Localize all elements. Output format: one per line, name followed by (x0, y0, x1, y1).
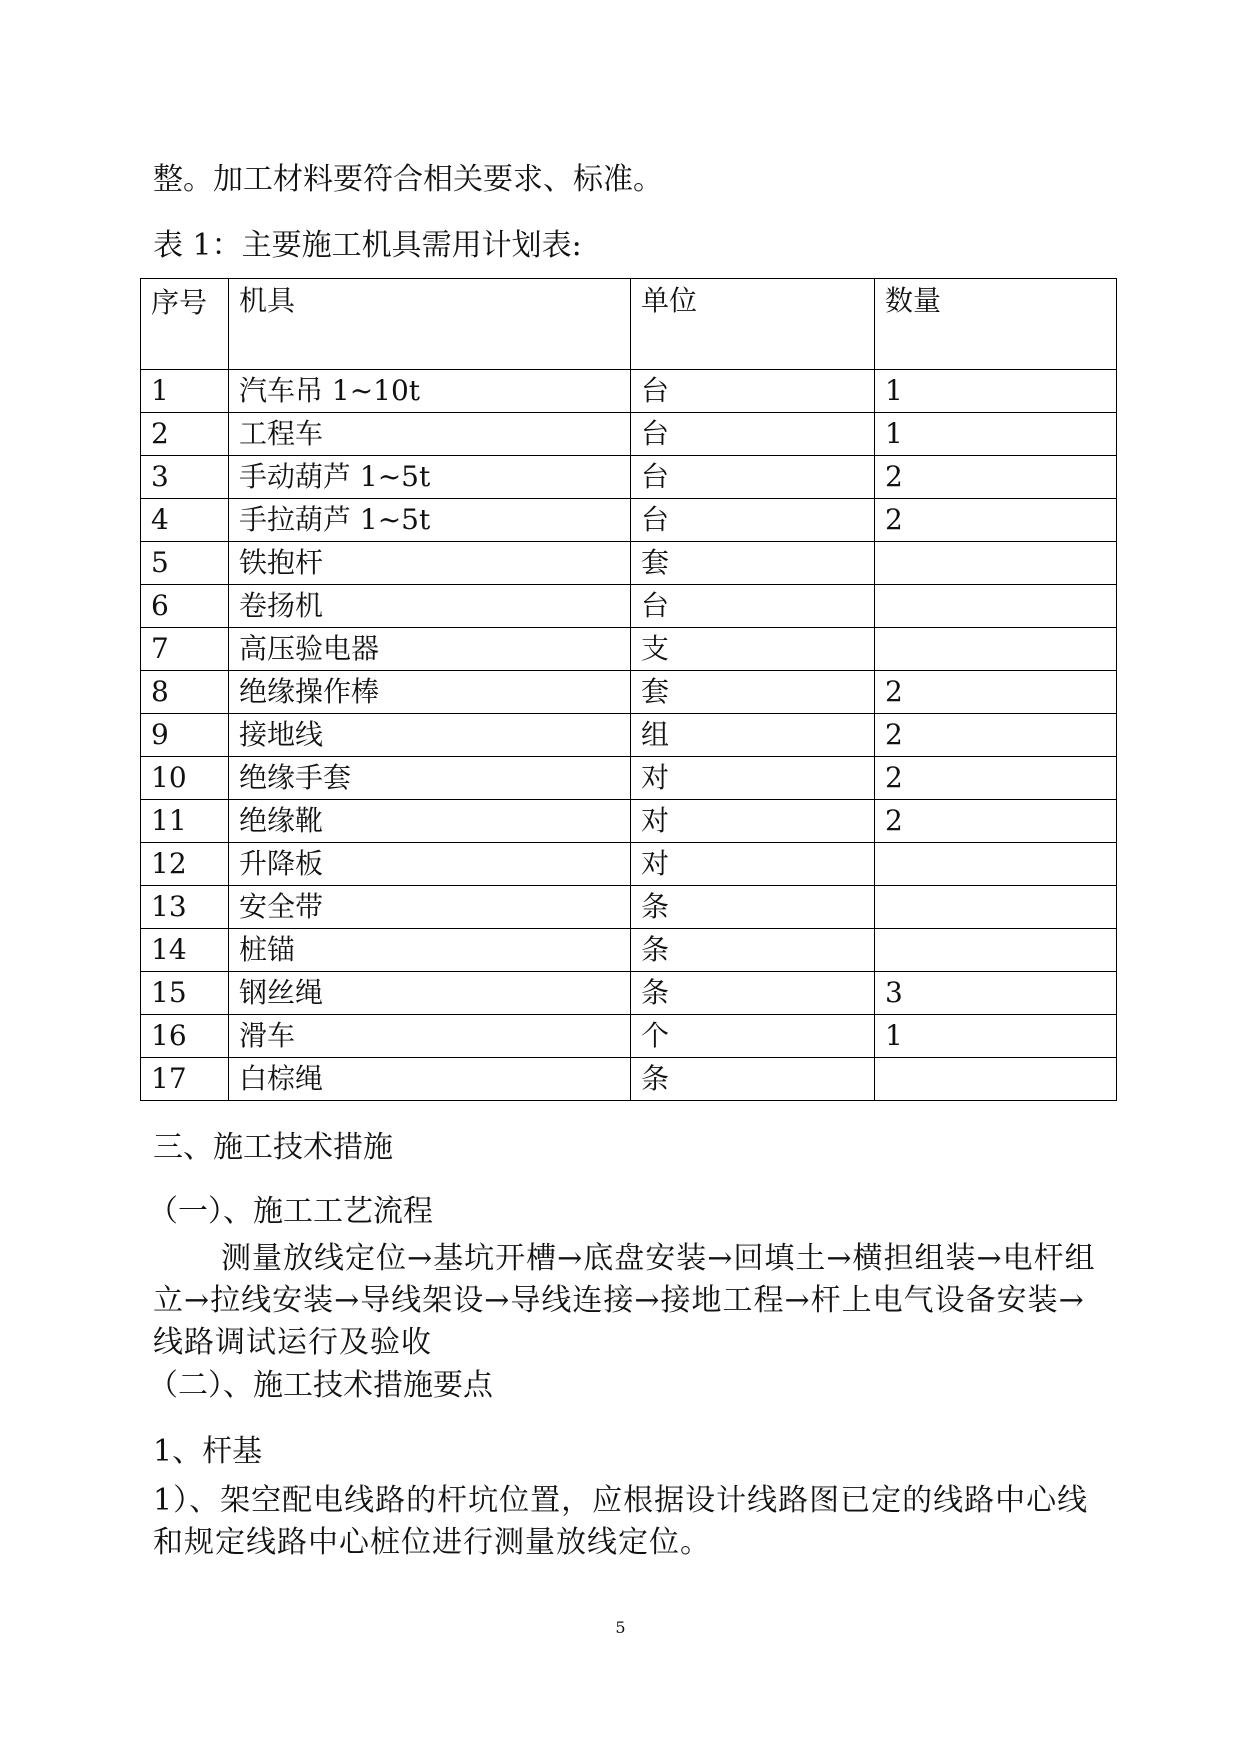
item-1-heading: 1、杆基 (153, 1434, 263, 1469)
table-row (141, 972, 1117, 1015)
cell-serial: 4 (141, 499, 229, 542)
cell-tool: 工程车 (229, 413, 631, 456)
cell-quantity (875, 628, 1117, 671)
cell-tool: 铁抱杆 (229, 542, 631, 585)
cell-quantity: 2 (875, 757, 1117, 800)
table-row (141, 499, 1117, 542)
cell-serial: 15 (141, 972, 229, 1015)
cell-quantity (875, 1058, 1117, 1101)
cell-quantity: 2 (875, 499, 1117, 542)
cell-serial: 13 (141, 886, 229, 929)
cell-quantity (875, 843, 1117, 886)
cell-serial: 6 (141, 585, 229, 628)
cell-tool: 绝缘手套 (229, 757, 631, 800)
cell-quantity (875, 929, 1117, 972)
cell-tool: 滑车 (229, 1015, 631, 1058)
cell-tool: 绝缘靴 (229, 800, 631, 843)
cell-serial: 10 (141, 757, 229, 800)
table-caption: 表 1：主要施工机具需用计划表: (153, 228, 582, 263)
item-1-1-text: 1）、架空配电线路的杆坑位置，应根据设计线路图已定的线路中心线和规定线路中心桩位进行测量放线定位。 (153, 1483, 1089, 1560)
cell-unit: 个 (631, 1015, 875, 1058)
cell-unit: 条 (631, 972, 875, 1015)
cell-quantity: 2 (875, 714, 1117, 757)
cell-tool: 桩锚 (229, 929, 631, 972)
cell-tool: 卷扬机 (229, 585, 631, 628)
table-row (141, 628, 1117, 671)
cell-quantity: 3 (875, 972, 1117, 1015)
cell-serial: 9 (141, 714, 229, 757)
process-flow-text: 测量放线定位→基坑开槽→底盘安装→回填土→横担组装→电杆组立→拉线安装→导线架设→导线连接→接地工程→杆上电气设备安装→线路调试运行及验收 (153, 1241, 1096, 1360)
cell-quantity: 2 (875, 800, 1117, 843)
cell-quantity: 1 (875, 1015, 1117, 1058)
cell-serial: 3 (141, 456, 229, 499)
cell-quantity: 2 (875, 456, 1117, 499)
cell-unit: 台 (631, 456, 875, 499)
cell-quantity: 1 (875, 370, 1117, 413)
table-row (141, 1058, 1117, 1101)
cell-serial: 12 (141, 843, 229, 886)
cell-serial: 7 (141, 628, 229, 671)
cell-unit: 台 (631, 499, 875, 542)
header-serial: 序号 (141, 279, 229, 370)
subsection-2-heading: （二）、施工技术措施要点 (148, 1368, 493, 1403)
cell-unit: 对 (631, 757, 875, 800)
cell-unit: 组 (631, 714, 875, 757)
equipment-table-body (141, 279, 1117, 1101)
table-row (141, 542, 1117, 585)
cell-unit: 套 (631, 542, 875, 585)
cell-tool: 钢丝绳 (229, 972, 631, 1015)
table-row (141, 585, 1117, 628)
subsection-1-heading: （一）、施工工艺流程 (148, 1194, 433, 1229)
cell-quantity (875, 886, 1117, 929)
table-row (141, 757, 1117, 800)
table-row (141, 370, 1117, 413)
table-row (141, 456, 1117, 499)
cell-unit: 台 (631, 413, 875, 456)
header-tool: 机具 (229, 279, 631, 370)
cell-unit: 支 (631, 628, 875, 671)
table-row (141, 1015, 1117, 1058)
cell-quantity (875, 585, 1117, 628)
cell-tool: 接地线 (229, 714, 631, 757)
table-row (141, 714, 1117, 757)
cell-serial: 16 (141, 1015, 229, 1058)
table-row (141, 843, 1117, 886)
cell-unit: 条 (631, 929, 875, 972)
cell-serial: 2 (141, 413, 229, 456)
cell-tool: 高压验电器 (229, 628, 631, 671)
intro-text: 整。加工材料要符合相关要求、标准。 (153, 162, 663, 197)
cell-unit: 台 (631, 585, 875, 628)
cell-serial: 8 (141, 671, 229, 714)
cell-quantity: 1 (875, 413, 1117, 456)
table-row (141, 886, 1117, 929)
cell-tool: 安全带 (229, 886, 631, 929)
cell-tool: 手动葫芦 1~5t (229, 456, 631, 499)
table-row (141, 413, 1117, 456)
cell-unit: 条 (631, 1058, 875, 1101)
cell-unit: 对 (631, 843, 875, 886)
table-row (141, 929, 1117, 972)
equipment-table (140, 278, 1117, 1101)
cell-tool: 白棕绳 (229, 1058, 631, 1101)
cell-unit: 套 (631, 671, 875, 714)
cell-unit: 对 (631, 800, 875, 843)
cell-tool: 绝缘操作棒 (229, 671, 631, 714)
cell-tool: 汽车吊 1~10t (229, 370, 631, 413)
cell-unit: 条 (631, 886, 875, 929)
table-row (141, 800, 1117, 843)
cell-tool: 手拉葫芦 1~5t (229, 499, 631, 542)
cell-serial: 14 (141, 929, 229, 972)
cell-serial: 1 (141, 370, 229, 413)
cell-quantity: 2 (875, 671, 1117, 714)
cell-quantity (875, 542, 1117, 585)
header-unit: 单位 (631, 279, 875, 370)
table-row (141, 671, 1117, 714)
cell-tool: 升降板 (229, 843, 631, 886)
header-quantity: 数量 (875, 279, 1117, 370)
cell-serial: 5 (141, 542, 229, 585)
table-header-row (141, 279, 1117, 370)
section-3-heading: 三、施工技术措施 (153, 1130, 393, 1165)
cell-serial: 17 (141, 1058, 229, 1101)
cell-unit: 台 (631, 370, 875, 413)
page-number: 5 (615, 1618, 626, 1637)
cell-serial: 11 (141, 800, 229, 843)
